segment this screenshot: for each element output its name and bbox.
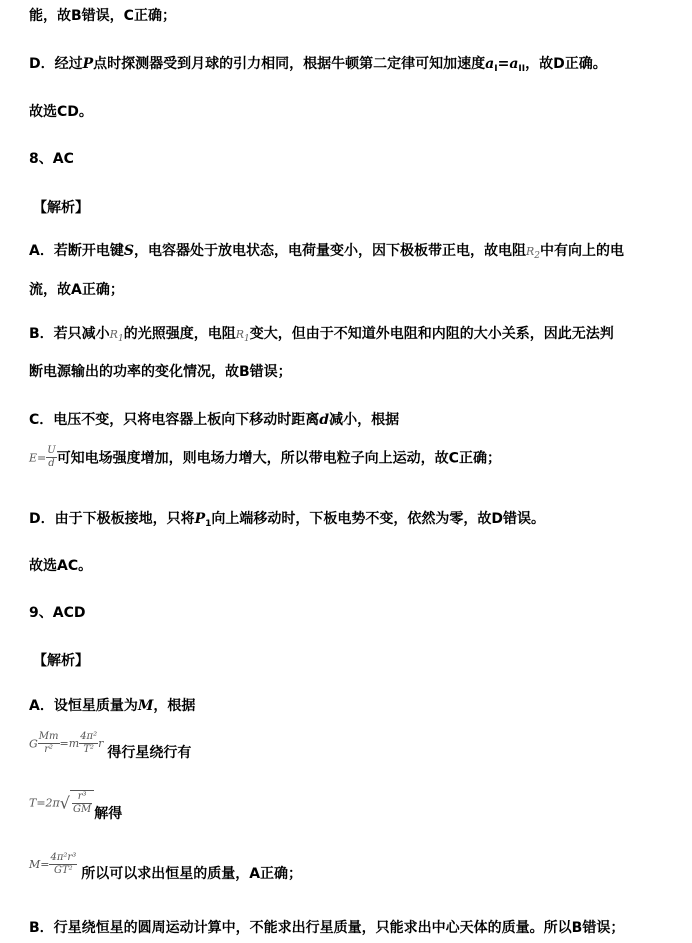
var-a2: a [509,56,519,72]
var-d: d [319,412,330,428]
fraction-numerator: U [47,445,56,456]
var-m: M [137,698,154,714]
subscript-r1: 1 [117,334,124,344]
text-segment: A．设恒星质量为 [29,698,138,714]
text-segment: 可知电场强度增加，则电场力增大，所以带电粒子向上运动，故C正确； [56,450,501,467]
answer-line-cd: 故选CD。 [29,104,93,120]
subscript-1: I [494,64,498,74]
fraction-denominator: d [48,458,55,469]
text-segment: 点时探测器受到月球的引力相同，根据牛顿第二定律可知加速度 [93,56,486,72]
text-segment: 中有向上的电 [540,243,624,259]
text-segment: ，故D正确。 [525,56,607,72]
text-segment: 减小，根据 [329,412,400,428]
subscript-r1-second: 1 [244,334,250,344]
fraction-denominator: GT² [54,865,73,876]
subscript-r2: 2 [534,251,540,261]
text-segment: C．电压不变，只将电容器上板向下移动时距离 [29,412,320,428]
analysis-heading-9: 【解析】 [33,653,89,669]
equation-m: M= [29,858,50,871]
var-a1: a [485,56,495,72]
equals-sign: = [497,56,510,72]
text-segment: B．若只减小 [29,326,110,342]
var-p1: P [194,511,206,527]
var-r1-second: R [235,328,244,341]
text-segment: 所以可以求出恒星的质量，A正确； [81,865,303,882]
fraction-4pi2r3-over-gt2 [49,852,77,877]
text-line-option-d-8 [29,509,672,529]
text-segment: 解得 [94,806,123,822]
equation-line-e-u-d [29,445,501,470]
equation-line-mass [29,852,303,882]
text-segment: 变大，但由于不知道外电阻和内阻的大小关系，因此无法判 [249,326,614,342]
fraction-numerator: r³ [72,791,92,804]
square-root [60,790,94,816]
text-line-option-a-8 [29,241,672,261]
fraction-mm-over-r2 [38,731,60,756]
radical-sign-icon: √ [59,793,70,813]
text-line-option-d-1 [29,54,672,74]
fraction-numerator: 4π² [80,731,98,742]
equation-e: E= [29,451,47,465]
fraction-numerator: 4π²r³ [50,852,77,863]
equation-r: r [98,737,104,750]
fraction-4pi2-over-t2 [79,731,98,756]
text-line-option-b-8-cont: 断电源输出的功率的变化情况，故B错误； [29,364,292,380]
subscript-p1: 1 [205,519,212,529]
equation-line-gravity [29,731,192,761]
equation-g: G [29,737,38,751]
fraction-u-over-d [46,445,56,470]
text-segment: 的光照强度，电阻 [123,326,236,342]
equation-eq-m: =m [59,737,80,750]
var-r2: R [525,245,535,258]
var-s: S [123,243,134,259]
text-line-1: 能，故B错误，C正确； [29,8,176,24]
radicand [70,790,94,816]
var-p: P [82,56,94,72]
text-segment: A．若断开电键 [29,243,124,259]
fraction-denominator: GM [73,804,92,815]
text-segment: 得行星绕行有 [107,744,192,761]
question-number-8: 8、AC [29,151,74,167]
equation-t: T=2π [29,796,60,810]
subscript-2: II [518,64,526,74]
text-segment: 向上端移动时，下板电势不变，依然为零，故D错误。 [211,511,546,527]
fraction-denominator: T² [83,744,94,755]
analysis-heading-8: 【解析】 [33,200,89,216]
text-line-option-a-8-cont: 流，故A正确； [29,282,124,298]
var-r1: R [109,328,118,341]
text-segment: D．由于下极板接地，只将 [29,511,195,527]
fraction-denominator: r² [44,744,54,755]
text-segment: ，根据 [153,698,196,714]
text-line-option-b-8 [29,324,672,344]
fraction-numerator: Mm [38,731,59,742]
answer-line-ac: 故选AC。 [29,558,93,574]
equation-line-period [29,790,123,822]
fraction-r3-over-gm [72,791,92,816]
text-segment: ，电容器处于放电状态，电荷量变小，因下极板带正电，故电阻 [133,243,526,259]
text-line-option-a-9 [29,696,672,716]
text-segment: D．经过 [29,56,83,72]
text-line-option-b-9: B．行星绕恒星的圆周运动计算中，不能求出行星质量，只能求出中心天体的质量。所以B错误； [29,920,625,936]
question-number-9: 9、ACD [29,605,86,621]
text-line-option-c-8 [29,410,672,430]
